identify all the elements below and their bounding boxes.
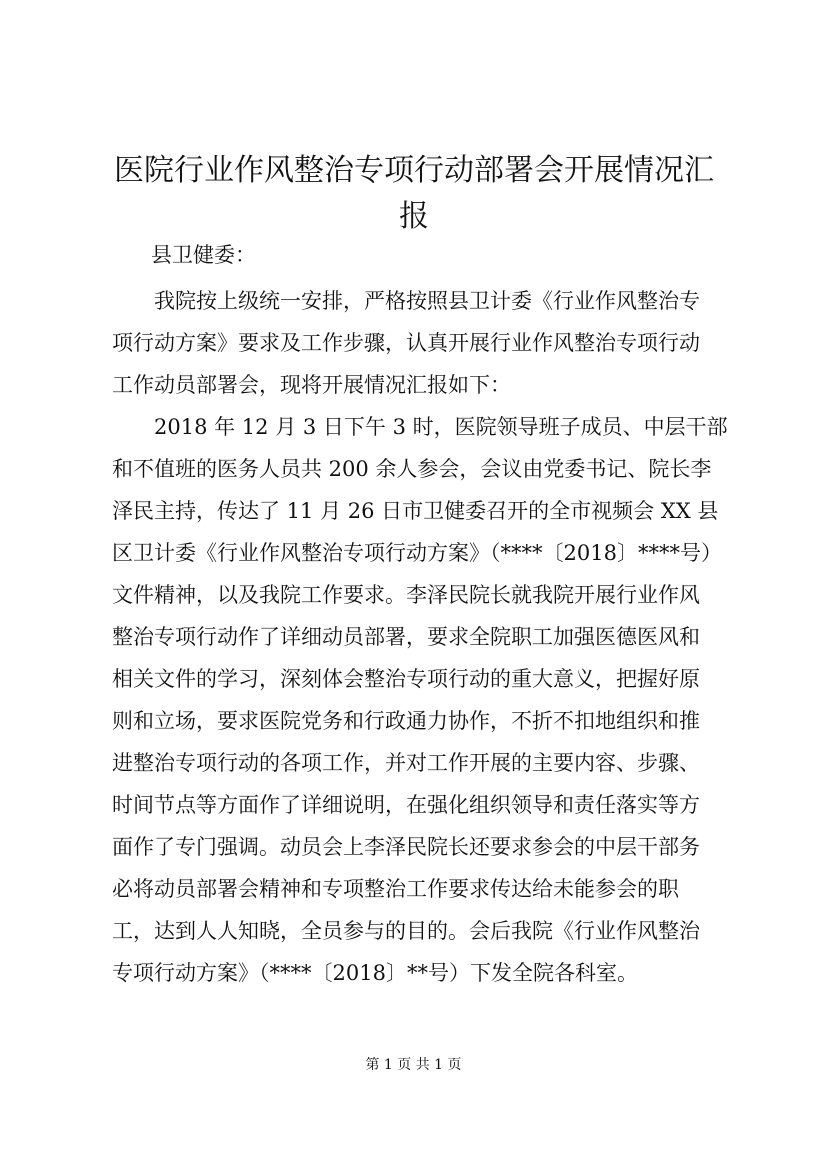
body-line: 面作了专门强调。动员会上李泽民院长还要求参会的中层干部务 [112, 835, 700, 859]
document-title-line-1: 医院行业作风整治专项行动部署会开展情况汇 [114, 153, 714, 188]
salutation: 县卫健委： [151, 243, 256, 267]
body-line: 泽民主持，传达了 11 月 26 日市卫健委召开的全市视频会 XX 县 [112, 499, 719, 523]
document-title [108, 148, 720, 240]
page-footer: 第 1 页 共 1 页 [365, 1057, 462, 1073]
body-line: 区卫计委《行业作风整治专项行动方案》（****〔2018〕****号） [112, 541, 722, 565]
body-line: 工作动员部署会，现将开展情况汇报如下： [112, 373, 511, 397]
body-line: 2018 年 12 月 3 日下午 3 时，医院领导班子成员、中层干部 [154, 415, 728, 439]
body-line: 时间节点等方面作了详细说明，在强化组织领导和责任落实等方 [112, 793, 700, 817]
body-line: 工，达到人人知晓，全员参与的目的。会后我院《行业作风整治 [112, 919, 700, 943]
body-line: 相关文件的学习，深刻体会整治专项行动的重大意义，把握好原 [112, 667, 700, 691]
body-line: 进整治专项行动的各项工作，并对工作开展的主要内容、步骤、 [112, 751, 700, 775]
body-line: 项行动方案》要求及工作步骤，认真开展行业作风整治专项行动 [112, 331, 700, 355]
body-line: 文件精神，以及我院工作要求。李泽民院长就我院开展行业作风 [112, 583, 700, 607]
body-line: 专项行动方案》（****〔2018〕**号）下发全院各科室。 [112, 961, 638, 985]
body-line: 整治专项行动作了详细动员部署，要求全院职工加强医德医风和 [112, 625, 700, 649]
document-title-line-2: 报 [399, 199, 429, 234]
body-line: 则和立场，要求医院党务和行政通力协作，不折不扣地组织和推 [112, 709, 700, 733]
document-body [112, 280, 728, 994]
body-line: 和不值班的医务人员共 200 余人参会，会议由党委书记、院长李 [112, 457, 712, 481]
body-line: 我院按上级统一安排，严格按照县卫计委《行业作风整治专 [154, 289, 700, 313]
body-line: 必将动员部署会精神和专项整治工作要求传达给未能参会的职 [112, 877, 679, 901]
